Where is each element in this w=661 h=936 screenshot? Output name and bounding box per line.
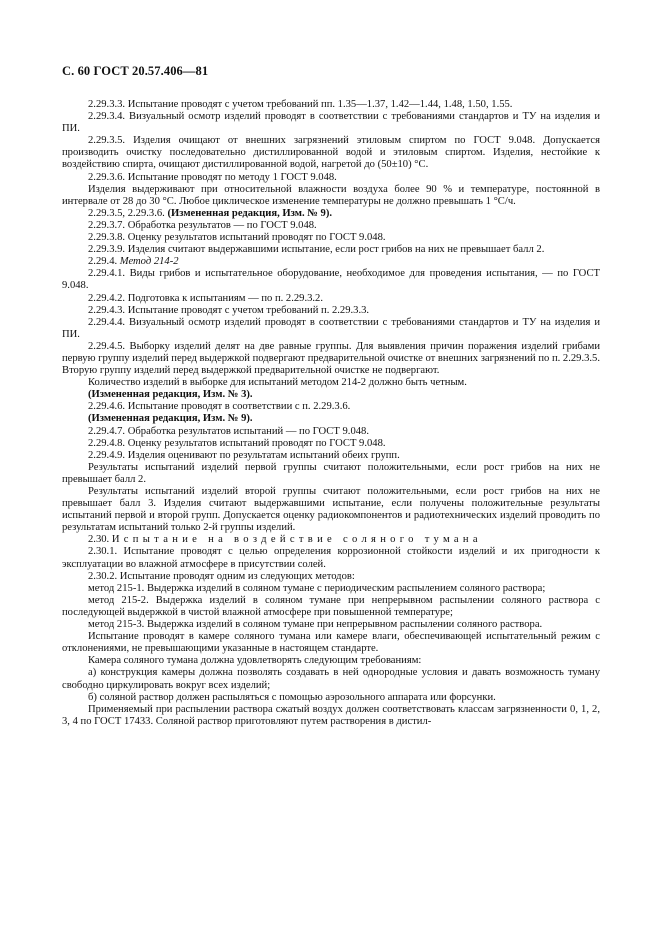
paragraph: 2.30.2. Испытание проводят одним из следующих методов: [88,570,355,582]
paragraph: 2.29.3.5. Изделия очищают от внешних загрязнений этиловым спиртом по ГОСТ 9.048. Допускается производить очистку последовательно дистиллированной водой и этиловым спиртом. Изделия, нестойкие к воздействию спирта, очищают дистиллированной водой, нагретой до (50±10) °С. [62,135,600,171]
section-heading: 2.29.4. Метод 214-2 [88,256,179,268]
amendment-note: (Измененная редакция, Изм. № 9). [88,413,253,425]
paragraph: 2.29.4.5. Выборку изделий делят на две равные группы. Для выявления причин поражения изделий грибами первую группу изделий перед выдержкой подвергают предварительной очистке от внешних загрязнений по п. 2.29.3.5. Вторую группу изделий перед выдержкой предварительной очистке не подвергают. [62,340,600,377]
paragraph: 2.29.3.4. Визуальный осмотр изделий проводят в соответствии с требованиями стандартов и ТУ на изделия и ПИ. [62,111,600,135]
paragraph: Результаты испытаний изделий второй группы считают положительными, если рост грибов на них не превышает балл 3. Изделия считают выдержавшими испытание, если получены положительные результаты испытаний первой и второй групп. Допускается оценку радиокомпонентов и радиотехнических изделий проводить по результатам испытаний только 2-й группы изделий. [62,486,600,534]
paragraph: б) соляной раствор должен распыляться с помощью аэрозольного аппарата или форсунки. [88,691,496,703]
paragraph: 2.29.4.9. Изделия оценивают по результатам испытаний обеих групп. [88,449,400,461]
paragraph: 2.29.4.2. Подготовка к испытаниям — по п. 2.29.3.2. [88,292,324,304]
paragraph: Применяемый при распылении раствора сжатый воздух должен соответствовать классам загрязненности 0, 1, 2, 3, 4 по ГОСТ 17433. Соляной раствор приготовляют путем растворения в дистил- [62,703,600,727]
paragraph: 2.30.1. Испытание проводят с целью определения коррозионной стойкости изделий и их пригодности к эксплуатации во влажной атмосфере в присутствии солей. [62,546,600,570]
paragraph: Результаты испытаний изделий первой группы считают положительными, если рост грибов на них не превышает балл 2. [62,461,600,485]
paragraph: а) конструкция камеры должна позволять создавать в ней однородные условия и давать возможность туману свободно циркулировать вокруг всех изделий; [62,667,600,691]
paragraph: 2.29.4.6. Испытание проводят в соответствии с п. 2.29.3.6. [88,401,351,413]
paragraph: 2.29.3.8. Оценку результатов испытаний проводят по ГОСТ 9.048. [88,232,386,244]
paragraph: Количество изделий в выборке для испытаний методом 214-2 должно быть четным. [88,377,467,389]
paragraph: 2.29.4.1. Виды грибов и испытательное оборудование, необходимое для проведения испытания, — по ГОСТ 9.048. [62,268,600,292]
paragraph: 2.29.3.9. Изделия считают выдержавшими испытание, если рост грибов на них не превышает балл 2. [88,244,545,256]
paragraph: 2.29.4.7. Обработка результатов испытаний — по ГОСТ 9.048. [88,425,369,437]
document-body [62,99,600,728]
paragraph: 2.29.4.3. Испытание проводят с учетом требований п. 2.29.3.3. [88,304,370,316]
paragraph: 2.29.3.7. Обработка результатов — по ГОСТ 9.048. [88,219,317,231]
amendment-note: 2.29.3.5, 2.29.3.6. (Измененная редакция, Изм. № 9). [88,207,333,219]
paragraph: метод 215-2. Выдержка изделий в соляном тумане при непрерывном распылении соляного раствора с последующей выдержкой в чистой влажной атмосфере при повышенной температуре; [62,594,600,618]
paragraph: метод 215-1. Выдержка изделий в соляном тумане с периодическим распылением соляного раствора; [88,582,546,594]
paragraph: Испытание проводят в камере соляного тумана или камере влаги, обеспечивающей испытательный режим с отклонениями, не превышающими указанные в настоящем стандарте. [62,631,600,655]
paragraph: 2.29.3.3. Испытание проводят с учетом требований пп. 1.35—1.37, 1.42—1.44, 1.48, 1.50, 1.55. [88,99,513,110]
section-heading: 2.30. Испытание на воздействие соляного тумана [88,534,482,546]
page-header: С. 60 ГОСТ 20.57.406—81 [62,64,209,78]
paragraph: 2.29.4.4. Визуальный осмотр изделий проводят в соответствии с требованиями стандартов и ТУ на изделия и ПИ. [62,316,600,340]
paragraph: метод 215-3. Выдержка изделий в соляном тумане при непрерывном распылении соляного раствора. [88,619,543,631]
paragraph: Камера соляного тумана должна удовлетворять следующим требованиям: [88,655,422,667]
paragraph: 2.29.4.8. Оценку результатов испытаний проводят по ГОСТ 9.048. [88,437,386,449]
paragraph: 2.29.3.6. Испытание проводят по методу 1 ГОСТ 9.048. [88,171,337,183]
paragraph: Изделия выдерживают при относительной влажности воздуха более 90 % и температуре, постоянной в интервале от 28 до 30 °С. Любое циклическое изменение температуры не должно превышать 1 °С/ч. [62,183,600,207]
amendment-note: (Измененная редакция, Изм. № 3). [88,389,253,401]
